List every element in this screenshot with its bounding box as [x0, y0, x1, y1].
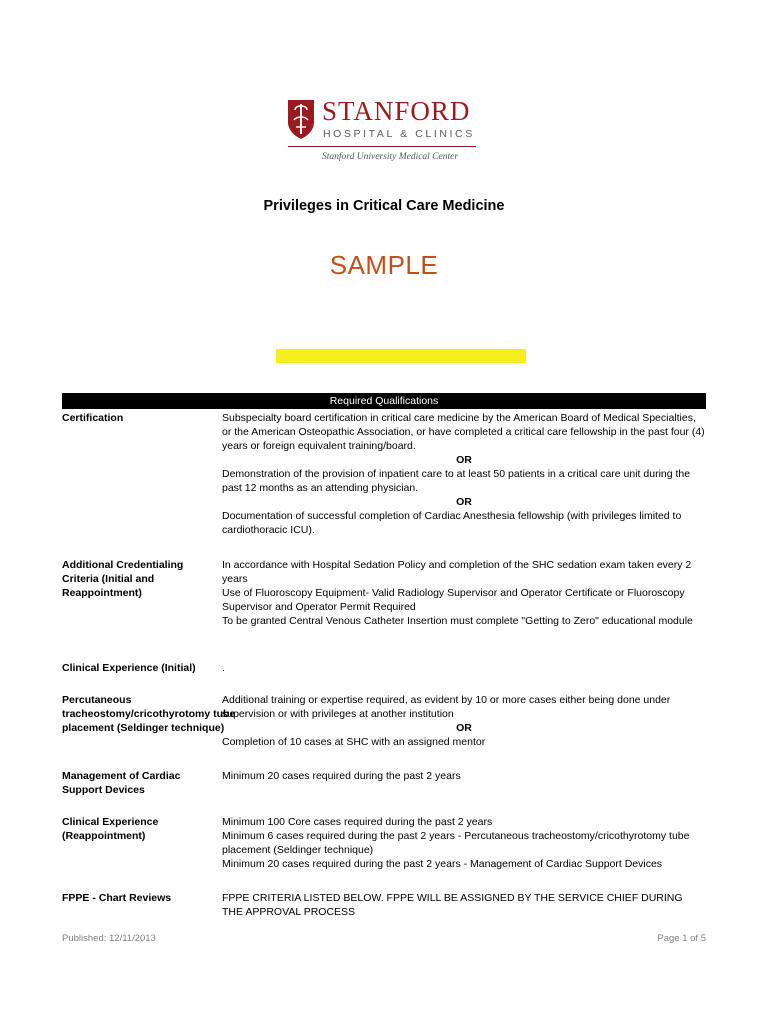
row-content	[222, 891, 706, 919]
or-separator: OR	[456, 454, 472, 466]
row-text: In accordance with Hospital Sedation Policy and completion of the SHC sedation exam taken every 2 years	[222, 559, 692, 585]
row-label: Percutaneous tracheostomy/cricothyrotomy tube placement (Seldinger technique)	[62, 694, 236, 734]
row-text: To be granted Central Venous Catheter Insertion must complete "Getting to Zero" educational module	[222, 615, 693, 627]
or-separator: OR	[456, 496, 472, 508]
required-qualifications-header: Required Qualifications	[62, 393, 706, 409]
row-content	[222, 693, 706, 749]
row-text: Minimum 100 Core cases required during the past 2 years	[222, 816, 493, 828]
row-label: Certification	[62, 412, 124, 424]
row-text: Minimum 20 cases required during the past 2 years - Management of Cardiac Support Devices	[222, 858, 663, 870]
row-text: Minimum 20 cases required during the past 2 years	[222, 770, 461, 782]
stanford-seal-icon	[286, 98, 316, 140]
row-text: Additional training or expertise required, as evident by 10 or more cases either being done under supervision or with privileges at another institution	[222, 694, 671, 720]
row-text: Documentation of successful completion of Cardiac Anesthesia fellowship (with privileges limited to cardiothoracic ICU).	[222, 510, 682, 536]
row-label: Management of Cardiac Support Devices	[62, 770, 181, 796]
row-content	[222, 558, 706, 628]
sample-watermark: SAMPLE	[329, 250, 439, 280]
row-text: Completion of 10 cases at SHC with an assigned mentor	[222, 736, 486, 748]
or-separator: OR	[456, 722, 472, 734]
row-text: Demonstration of the provision of inpatient care to at least 50 patients in a critical care unit during the past 12 months as an attending physician.	[222, 468, 691, 494]
published-date: Published: 12/11/2013	[62, 933, 156, 944]
row-label: Additional Credentialing Criteria (Initial and Reappointment)	[62, 559, 184, 599]
highlight-bar	[276, 349, 526, 363]
row-content	[222, 661, 706, 675]
row-label: FPPE - Chart Reviews	[62, 892, 172, 904]
row-text: Minimum 6 cases required during the past 2 years - Percutaneous tracheostomy/cricothyrotomy tube placement (Seldinger technique)	[222, 830, 690, 856]
row-content	[222, 815, 706, 871]
stanford-logo	[286, 98, 486, 168]
row-text: FPPE CRITERIA LISTED BELOW. FPPE WILL BE ASSIGNED BY THE SERVICE CHIEF DURING THE APPROVAL PROCESS	[222, 892, 683, 918]
row-content	[222, 411, 706, 537]
row-text: .	[222, 662, 225, 674]
logo-divider	[288, 146, 476, 147]
page-number: Page 1 of 5	[657, 933, 706, 944]
logo-subtitle: HOSPITAL & CLINICS	[323, 128, 475, 140]
row-label: Clinical Experience (Reappointment)	[62, 816, 159, 842]
row-text: Use of Fluoroscopy Equipment- Valid Radiology Supervisor and Operator Certificate or Fluoroscopy Supervisor and Operator Permit Required	[222, 587, 685, 613]
document-title: Privileges in Critical Care Medicine	[263, 198, 505, 214]
row-content	[222, 769, 706, 783]
logo-name: STANFORD	[322, 96, 471, 126]
row-text: Subspecialty board certification in critical care medicine by the American Board of Medical Specialties, or the American Osteopathic Association, or have completed a critical care fellowship in the past four (4) years or foreign equivalent training/board.	[222, 412, 705, 452]
logo-tagline: Stanford University Medical Center	[322, 152, 459, 162]
row-label: Clinical Experience (Initial)	[62, 662, 196, 674]
